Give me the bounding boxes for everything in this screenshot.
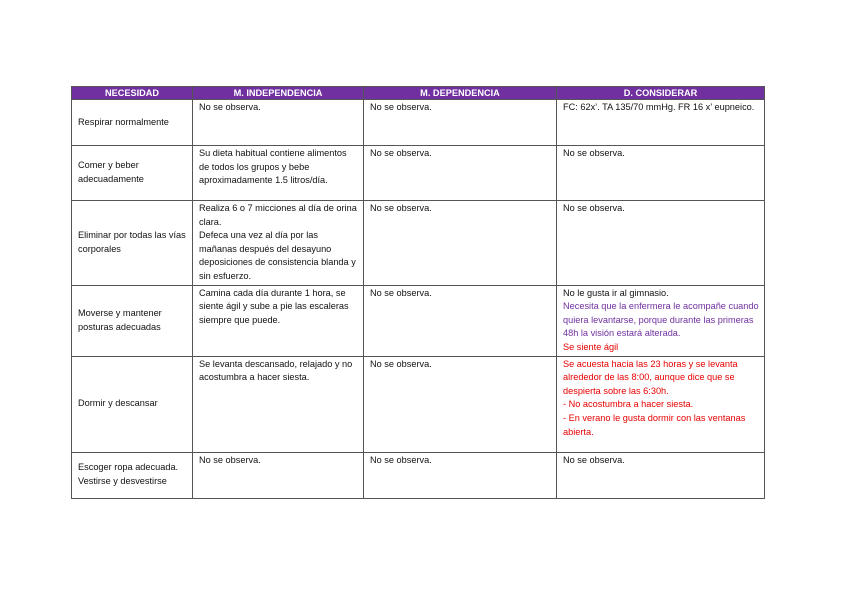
need-cell: Comer y beber adecuadamente [72,146,193,201]
header-considerar: D. CONSIDERAR [557,87,765,100]
considerar-cell [557,356,765,452]
need-cell: Dormir y descansar [72,356,193,452]
independencia-cell [193,452,364,498]
table-row [72,356,765,452]
need-cell: Eliminar por todas las vías corporales [72,201,193,286]
header-necesidad: NECESIDAD [72,87,193,100]
independencia-text: Camina cada día durante 1 hora, se siente ágil y sube a pie las escaleras siempre que puede. [199,287,349,325]
table-row [72,146,765,201]
need-cell: Moverse y mantener posturas adecuadas [72,285,193,356]
header-independencia: M. INDEPENDENCIA [193,87,364,100]
considerar-cell [557,146,765,201]
table-row [72,100,765,146]
considerar-text: No le gusta ir al gimnasio. [563,287,669,298]
considerar-text: FC: 62x’. TA 135/70 mmHg. FR 16 x’ eupneico. [563,102,755,112]
table-row [72,201,765,286]
independencia-text: No se observa. [199,102,261,112]
independencia-text: Se levanta descansado, relajado y no acostumbra a hacer siesta. [199,358,353,383]
independencia-text: No se observa. [199,454,261,465]
considerar-cell [557,201,765,286]
independencia-cell [193,201,364,286]
need-cell: Respirar normalmente [72,100,193,146]
considerar-text: Se siente ágil [563,341,619,352]
independencia-cell [193,100,364,146]
dependencia-cell: No se observa. [364,100,557,146]
independencia-cell [193,146,364,201]
independencia-text: Su dieta habitual contiene alimentos de todos los grupos y bebe aproximadamente 1.5 litros/día. [199,148,347,186]
header-dependencia: M. DEPENDENCIA [364,87,557,100]
header-row [72,87,765,100]
considerar-text: - No acostumbra a hacer siesta. [563,399,694,410]
needs-table [71,86,765,499]
independencia-cell [193,356,364,452]
considerar-text: No se observa. [563,148,625,158]
considerar-cell [557,452,765,498]
considerar-text: Se acuesta hacia las 23 horas y se levanta alrededor de las 8:00, aunque dice que se despierta sobre las 6:30h. [563,358,738,396]
dependencia-cell: No se observa. [364,356,557,452]
table-row [72,285,765,356]
dependencia-cell: No se observa. [364,146,557,201]
independencia-text: Defeca una vez al día por las mañanas después del desayuno deposiciones de consistencia blanda y sin esfuerzo. [199,230,356,281]
considerar-text: Necesita que la enfermera le acompañe cuando quiera levantarse, porque durante las primeras 48h la visión estará alterada. [563,301,759,339]
dependencia-cell: No se observa. [364,201,557,286]
dependencia-cell: No se observa. [364,285,557,356]
considerar-cell [557,100,765,146]
table-row [72,452,765,498]
considerar-text: - En verano le gusta dormir con las ventanas abierta. [563,412,746,437]
considerar-text: No se observa. [563,454,625,465]
considerar-text: No se observa. [563,203,625,213]
dependencia-cell: No se observa. [364,452,557,498]
independencia-text: Realiza 6 o 7 micciones al día de orina clara. [199,203,357,227]
need-cell: Escoger ropa adecuada. Vestirse y desvestirse [72,452,193,498]
considerar-cell [557,285,765,356]
independencia-cell [193,285,364,356]
